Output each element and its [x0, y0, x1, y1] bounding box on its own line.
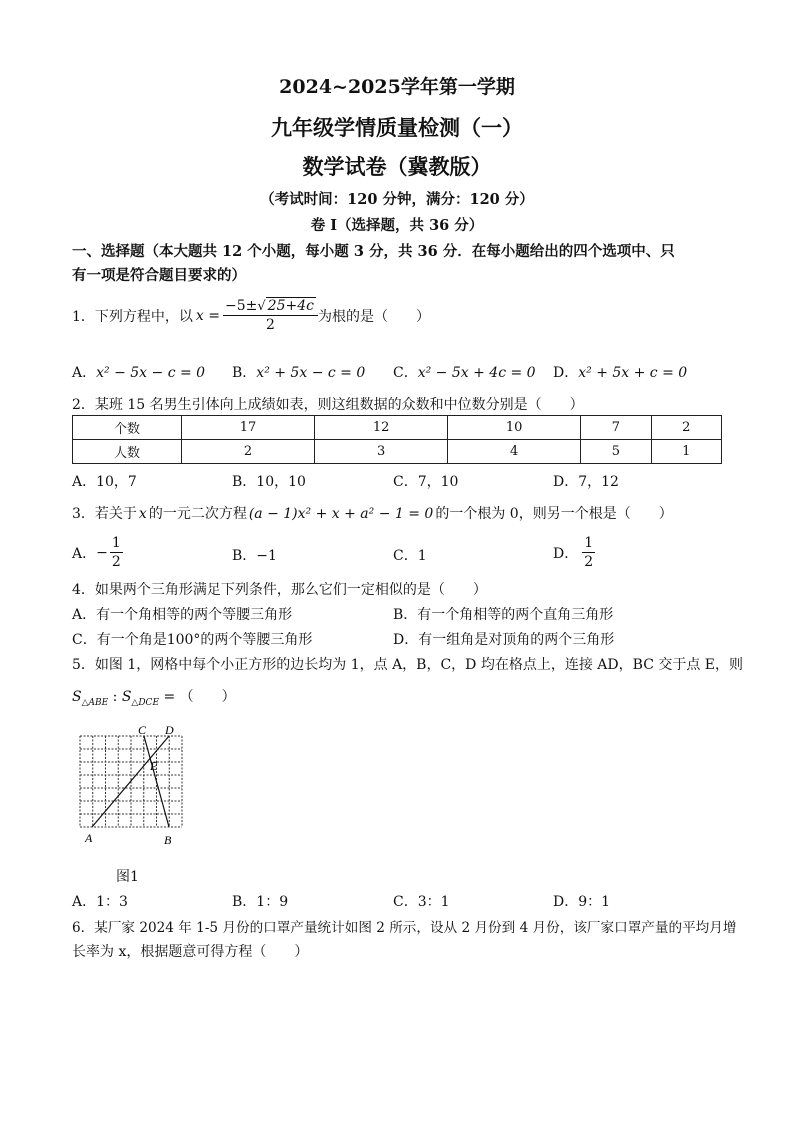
table-cell: 12 [315, 416, 448, 440]
q1-prefix: 1．下列方程中，以 [72, 308, 193, 325]
exam-volume: 卷 I（选择题，共 36 分） [310, 217, 484, 234]
label-d: D [165, 723, 174, 737]
q3-option-c[interactable]: C．1 [393, 548, 427, 564]
q1-x-equals: x = [195, 307, 220, 324]
q1-option-d[interactable]: D．x² + 5x + c = 0 [553, 365, 688, 381]
table-cell: 10 [448, 416, 581, 440]
q5-ratio-expression: $S_{\triangle ABE}$ : $S_{\triangle DCE}$ = （ ） [72, 689, 236, 708]
q6-line2: 长率为 x，根据题意可得方程（ ） [72, 944, 309, 960]
label-e: E [150, 759, 158, 773]
q1-option-c[interactable]: C．x² − 5x + 4c = 0 [393, 365, 536, 381]
q4-option-b[interactable]: B．有一个角相等的两个直角三角形 [393, 607, 614, 623]
q2-option-b[interactable]: B．10，10 [232, 474, 306, 490]
section-heading-line1: 一、选择题（本大题共 12 个小题，每小题 3 分，共 36 分．在每小题给出的四个选项中、只 [72, 243, 675, 260]
q3-option-d[interactable]: D． $\frac{1}{2}$ [553, 535, 594, 570]
question-2: 2．某班 15 名男生引体向上成绩如表，则这组数据的众数和中位数分别是（ ） [72, 397, 584, 413]
section-heading-line2: 有一项是符合题目要求的） [72, 267, 246, 284]
table-cell: 2 [182, 440, 315, 464]
exam-info: （考试时间：120 分钟，满分：120 分） [260, 191, 534, 208]
table-row [73, 440, 722, 464]
table-cell: 3 [315, 440, 448, 464]
table-cell: 2 [651, 416, 721, 440]
question-4: 4．如果两个三角形满足下列条件，那么它们一定相似的是（ ） [72, 582, 487, 598]
q5-option-c[interactable]: C．3：1 [393, 894, 450, 910]
label-a: A [85, 831, 93, 845]
exam-title: 九年级学情质量检测（一） [271, 115, 523, 140]
q2-option-d[interactable]: D．7，12 [553, 474, 619, 490]
exam-subject: 数学试卷（冀教版） [302, 154, 492, 179]
q1-fraction: $\frac{-5\pm√ 25+4c}{2}$ [223, 298, 318, 333]
figure-1-grid [72, 722, 192, 852]
table-cell: 个数 [73, 416, 182, 440]
q5-option-b[interactable]: B．1：9 [232, 894, 289, 910]
question-3: 3．若关于 x 的一元二次方程 (a − 1)x² + x + a² − 1 = 0 的一个根为 0，则另一个根是（ ） [72, 506, 673, 522]
table-row [73, 416, 722, 440]
question-5: 5．如图 1，网格中每个小正方形的边长均为 1，点 A，B，C，D 均在格点上，连接 AD，BC 交于点 E，则 [72, 657, 744, 673]
q1-suffix: 为根的是（ ） [317, 308, 430, 325]
table-cell: 17 [182, 416, 315, 440]
q1-num-a: −5± [225, 298, 258, 314]
q2-option-c[interactable]: C．7，10 [393, 474, 459, 490]
q1-option-a[interactable]: A．x² − 5x − c = 0 [72, 365, 206, 381]
label-c: C [138, 723, 147, 737]
figure-1-caption: 图1 [116, 869, 139, 885]
q2-option-a[interactable]: A．10，7 [72, 474, 137, 490]
table-cell: 人数 [73, 440, 182, 464]
q3-equation: (a − 1)x² + x + a² − 1 = 0 [248, 506, 434, 522]
q1-den: 2 [266, 317, 275, 333]
q2-table [72, 415, 722, 464]
q5-option-a[interactable]: A．1：3 [72, 894, 128, 910]
q3-option-b[interactable]: B．−1 [232, 548, 277, 564]
q1-option-b[interactable]: B．x² + 5x − c = 0 [232, 365, 366, 381]
question-6: 6．某厂家 2024 年 1-5 月份的口罩产量统计如图 2 所示，设从 2 月份到 4 月份，该厂家口罩产量的平均月增 [72, 920, 737, 936]
label-b: B [164, 833, 172, 847]
q4-option-c[interactable]: C．有一个角是100°的两个等腰三角形 [72, 632, 313, 648]
table-cell: 7 [581, 416, 651, 440]
table-cell: 1 [651, 440, 721, 464]
exam-term: 2024~2025学年第一学期 [279, 76, 515, 98]
q4-option-a[interactable]: A．有一个角相等的两个等腰三角形 [72, 607, 293, 623]
q5-option-d[interactable]: D．9：1 [553, 894, 611, 910]
q3-option-a[interactable]: A． − $\frac{1}{2}$ [72, 535, 121, 570]
q1-num-radicand: 25+4c [267, 298, 314, 314]
question-1 [72, 298, 430, 333]
q4-option-d[interactable]: D．有一组角是对顶角的两个三角形 [393, 632, 615, 648]
table-cell: 4 [448, 440, 581, 464]
table-cell: 5 [581, 440, 651, 464]
